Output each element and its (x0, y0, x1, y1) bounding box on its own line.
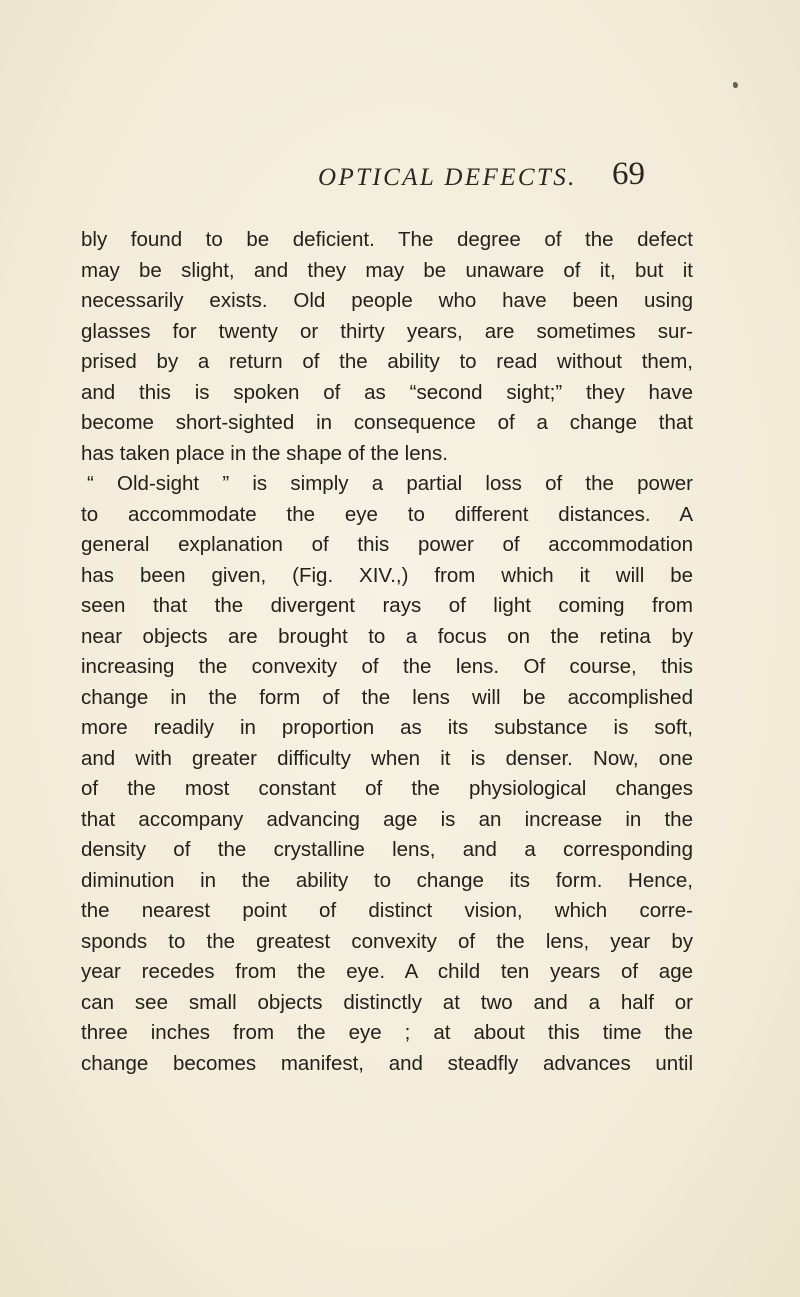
text-line: the nearest point of distinct vision, which corre- (81, 899, 693, 922)
paper-speck (733, 82, 738, 88)
text-line: change in the form of the lens will be accomplished (81, 685, 693, 709)
body-text (81, 225, 693, 1079)
text-line: seen that the divergent rays of light coming from (81, 594, 693, 617)
running-title: OPTICAL DEFECTS. (318, 164, 577, 191)
text-line: increasing the convexity of the lens. Of course, this (81, 655, 693, 678)
text-line: density of the crystalline lens, and a corresponding (81, 838, 693, 861)
text-line: glasses for twenty or thirty years, are sometimes sur- (81, 319, 693, 343)
text-line: sponds to the greatest convexity of the lens, year by (81, 929, 693, 953)
text-line: more readily in proportion as its substance is soft, (81, 716, 693, 739)
text-line: change becomes manifest, and steadfly advances until (81, 1051, 693, 1075)
text-line: prised by a return of the ability to read without them, (81, 350, 693, 373)
text-line: can see small objects distinctly at two and a half or (81, 990, 693, 1014)
text-line: and with greater difficulty when it is denser. Now, one (81, 746, 693, 770)
text-line: year recedes from the eye. A child ten years of age (81, 960, 693, 983)
text-line: may be slight, and they may be unaware of it, but it (81, 258, 693, 282)
text-line: of the most constant of the physiological changes (81, 777, 693, 800)
text-line: become short-sighted in consequence of a change that (81, 411, 693, 434)
text-line: near objects are brought to a focus on the retina by (81, 624, 693, 648)
text-line: has been given, (Fig. XIV.,) from which it will be (81, 563, 693, 587)
text-line: to accommodate the eye to different distances. A (81, 502, 693, 526)
text-line: that accompany advancing age is an increase in the (81, 807, 693, 831)
text-line: necessarily exists. Old people who have been using (81, 289, 693, 312)
text-line: and this is spoken of as “second sight;” they have (81, 380, 693, 404)
text-line: general explanation of this power of accommodation (81, 533, 693, 556)
text-line: “ Old-sight ” is simply a partial loss of the power (87, 472, 693, 495)
text-line: three inches from the eye ; at about this time the (81, 1021, 693, 1044)
page-number: 69 (612, 156, 645, 192)
text-line: bly found to be deficient. The degree of the defect (81, 228, 693, 251)
text-line: diminution in the ability to change its form. Hence, (81, 868, 693, 892)
paragraph-end-line: has taken place in the shape of the lens. (81, 441, 448, 465)
running-head (0, 150, 800, 200)
